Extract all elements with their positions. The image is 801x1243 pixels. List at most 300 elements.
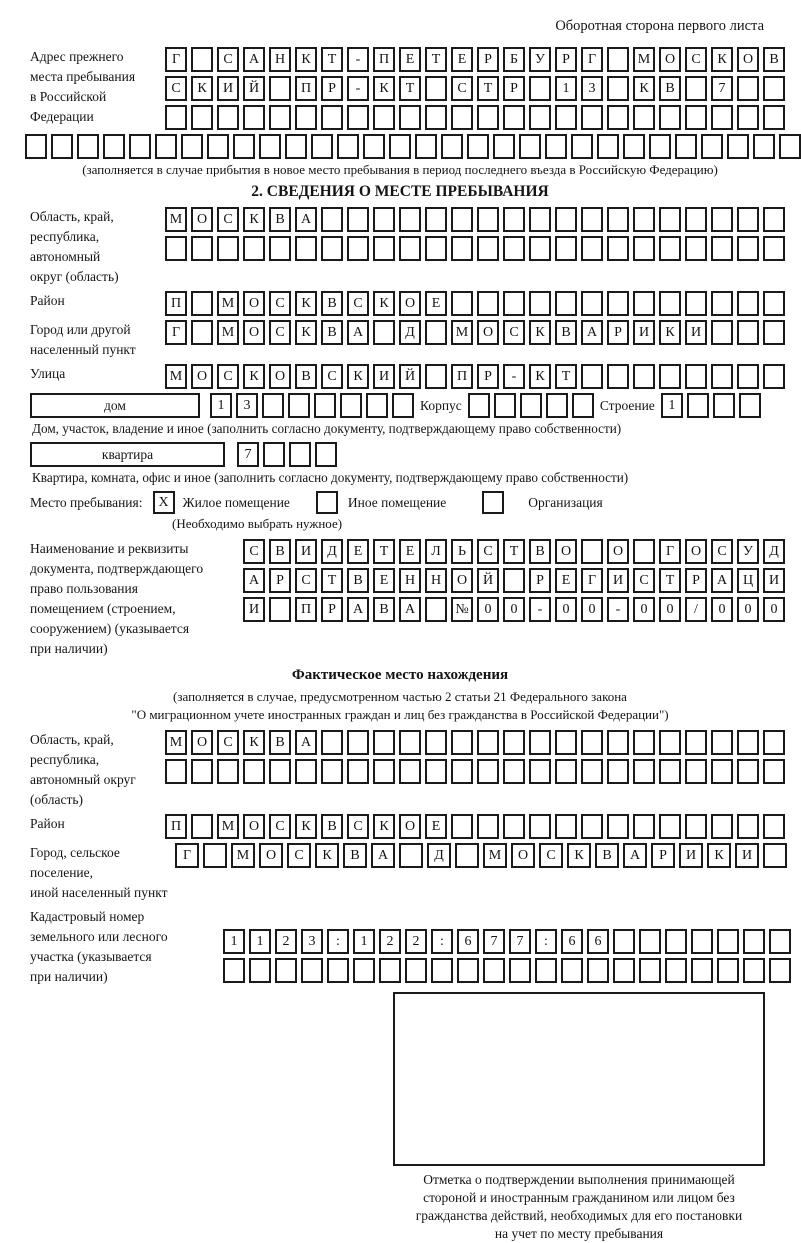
char-cell <box>191 236 213 261</box>
char-cell: М <box>217 320 239 345</box>
char-cell: 6 <box>587 929 609 954</box>
char-cell: В <box>269 730 291 755</box>
char-cell <box>392 393 414 418</box>
char-cell <box>415 134 437 159</box>
char-cell <box>633 759 655 784</box>
district-field <box>30 291 792 316</box>
char-cell <box>545 134 567 159</box>
char-cell <box>425 759 447 784</box>
section2-title: 2. СВЕДЕНИЯ О МЕСТЕ ПРЕБЫВАНИЯ <box>251 183 549 200</box>
char-cell <box>243 236 265 261</box>
char-cell <box>25 134 47 159</box>
field-label-line: право пользования <box>30 581 138 596</box>
char-cell: 3 <box>581 76 603 101</box>
char-cell: Г <box>165 47 187 72</box>
field-label-line: Область, край, <box>30 209 114 224</box>
actual-city-label <box>30 843 175 903</box>
char-cell <box>373 236 395 261</box>
char-cell <box>711 814 733 839</box>
char-cell <box>685 291 707 316</box>
char-cell: О <box>737 47 759 72</box>
char-cell: Т <box>321 47 343 72</box>
apartment-label-box: квартира <box>30 442 225 467</box>
char-cell <box>285 134 307 159</box>
district-label: Район <box>30 293 65 308</box>
char-cell: К <box>347 364 369 389</box>
char-cell: Г <box>165 320 187 345</box>
char-cell: К <box>711 47 733 72</box>
char-cell: А <box>371 843 395 868</box>
char-cell <box>581 759 603 784</box>
char-cell: А <box>295 207 317 232</box>
char-cell <box>269 759 291 784</box>
char-cell: О <box>399 291 421 316</box>
char-cell: С <box>347 814 369 839</box>
char-cell <box>659 207 681 232</box>
char-cell <box>737 759 759 784</box>
char-cell <box>155 134 177 159</box>
cadastre-field <box>30 907 792 987</box>
region-field <box>30 207 792 287</box>
char-cell: Р <box>321 76 343 101</box>
char-cell: К <box>707 843 731 868</box>
char-cell: О <box>191 207 213 232</box>
char-cell <box>607 730 629 755</box>
char-cell <box>347 759 369 784</box>
char-cell <box>607 814 629 839</box>
char-cell <box>763 320 785 345</box>
apartment-cells <box>237 442 337 467</box>
char-cell <box>477 814 499 839</box>
document-row-1 <box>243 539 785 564</box>
char-cell: П <box>165 814 187 839</box>
char-cell <box>607 364 629 389</box>
char-cell <box>503 207 525 232</box>
char-cell: О <box>243 291 265 316</box>
char-cell <box>633 814 655 839</box>
char-cell <box>353 958 375 983</box>
char-cell <box>607 759 629 784</box>
char-cell: К <box>373 76 395 101</box>
char-cell <box>503 105 525 130</box>
stamp-caption-line: стороной и иностранным гражданином или лицом без <box>423 1190 735 1205</box>
char-cell <box>633 730 655 755</box>
char-cell <box>763 364 785 389</box>
char-cell <box>165 105 187 130</box>
char-cell <box>769 929 791 954</box>
char-cell <box>581 539 603 564</box>
prev-address-label <box>30 47 165 127</box>
char-cell: Е <box>425 291 447 316</box>
char-cell: К <box>373 291 395 316</box>
stamp-box <box>393 992 765 1166</box>
field-label-line: Адрес прежнего <box>30 49 124 64</box>
char-cell: 2 <box>379 929 401 954</box>
char-cell <box>607 76 629 101</box>
char-cell: М <box>217 814 239 839</box>
char-cell: В <box>373 597 395 622</box>
char-cell <box>607 291 629 316</box>
char-cell: Н <box>425 568 447 593</box>
char-cell <box>259 134 281 159</box>
char-cell: М <box>231 843 255 868</box>
actual-region-field <box>30 730 792 810</box>
char-cell <box>763 291 785 316</box>
char-cell: О <box>243 320 265 345</box>
char-cell <box>509 958 531 983</box>
char-cell: - <box>529 597 551 622</box>
char-cell <box>399 207 421 232</box>
char-cell <box>520 393 542 418</box>
char-cell: П <box>295 76 317 101</box>
char-cell: И <box>295 539 317 564</box>
char-cell: - <box>347 47 369 72</box>
city-label <box>30 320 165 360</box>
char-cell <box>665 958 687 983</box>
char-cell <box>665 929 687 954</box>
char-cell <box>555 207 577 232</box>
actual-region-row-2 <box>165 759 785 784</box>
char-cell <box>373 105 395 130</box>
char-cell <box>295 236 317 261</box>
char-cell <box>311 134 333 159</box>
char-cell: № <box>451 597 473 622</box>
char-cell <box>451 236 473 261</box>
char-cell <box>519 134 541 159</box>
char-cell <box>711 320 733 345</box>
char-cell <box>425 320 447 345</box>
char-cell <box>366 393 388 418</box>
char-cell: С <box>217 47 239 72</box>
char-cell <box>659 236 681 261</box>
field-label-line: при наличии) <box>30 641 108 656</box>
char-cell <box>763 759 785 784</box>
char-cell: - <box>607 597 629 622</box>
char-cell: К <box>567 843 591 868</box>
char-cell: П <box>295 597 317 622</box>
char-cell <box>363 134 385 159</box>
char-cell: А <box>295 730 317 755</box>
char-cell <box>451 105 473 130</box>
actual-region-label <box>30 730 165 810</box>
actual-city-field <box>30 843 792 903</box>
char-cell: В <box>529 539 551 564</box>
char-cell: Г <box>659 539 681 564</box>
char-cell <box>399 236 421 261</box>
char-cell <box>613 929 635 954</box>
char-cell: С <box>269 814 291 839</box>
char-cell: К <box>529 364 551 389</box>
char-cell <box>295 105 317 130</box>
char-cell <box>529 291 551 316</box>
char-cell: К <box>373 814 395 839</box>
char-cell: Й <box>243 76 265 101</box>
char-cell: В <box>269 539 291 564</box>
char-cell <box>373 730 395 755</box>
char-cell: К <box>295 320 317 345</box>
char-cell <box>321 759 343 784</box>
stamp-caption-line: гражданства действий, необходимых для его постановки <box>415 1208 743 1223</box>
char-cell <box>743 958 765 983</box>
field-label-line: участка (указывается <box>30 949 152 964</box>
char-cell: М <box>165 364 187 389</box>
char-cell <box>249 958 271 983</box>
char-cell: 1 <box>353 929 375 954</box>
char-cell <box>262 393 284 418</box>
char-cell: Р <box>503 76 525 101</box>
char-cell <box>477 105 499 130</box>
char-cell <box>701 134 723 159</box>
char-cell: 7 <box>237 442 259 467</box>
char-cell <box>535 958 557 983</box>
char-cell <box>269 597 291 622</box>
cadastre-row-2 <box>223 958 791 983</box>
char-cell: М <box>483 843 507 868</box>
char-cell: О <box>451 568 473 593</box>
char-cell <box>477 207 499 232</box>
char-cell: И <box>373 364 395 389</box>
char-cell <box>687 393 709 418</box>
char-cell <box>347 207 369 232</box>
char-cell <box>763 730 785 755</box>
char-cell <box>717 958 739 983</box>
field-label-line: Наименование и реквизиты <box>30 541 189 556</box>
char-cell <box>685 364 707 389</box>
char-cell <box>581 207 603 232</box>
char-cell: Е <box>399 539 421 564</box>
char-cell: С <box>243 539 265 564</box>
char-cell <box>737 105 759 130</box>
char-cell: Р <box>651 843 675 868</box>
char-cell <box>425 76 447 101</box>
char-cell <box>555 814 577 839</box>
char-cell: А <box>399 597 421 622</box>
char-cell: Р <box>321 597 343 622</box>
char-cell <box>275 958 297 983</box>
char-cell <box>477 291 499 316</box>
char-cell: В <box>295 364 317 389</box>
char-cell: О <box>477 320 499 345</box>
char-cell <box>301 958 323 983</box>
char-cell <box>315 442 337 467</box>
region-row-2 <box>165 236 785 261</box>
char-cell: К <box>529 320 551 345</box>
char-cell: А <box>347 597 369 622</box>
char-cell: С <box>451 76 473 101</box>
char-cell: Д <box>763 539 785 564</box>
stamp-caption <box>359 1171 799 1243</box>
char-cell <box>425 364 447 389</box>
char-cell: К <box>295 291 317 316</box>
street-field <box>30 364 792 389</box>
char-cell: Г <box>581 47 603 72</box>
char-cell: 0 <box>711 597 733 622</box>
cadastre-label <box>30 907 223 987</box>
char-cell: С <box>711 539 733 564</box>
field-label-line: Федерации <box>30 109 94 124</box>
char-cell <box>691 929 713 954</box>
char-cell: С <box>539 843 563 868</box>
char-cell <box>503 730 525 755</box>
char-cell <box>451 730 473 755</box>
char-cell <box>587 958 609 983</box>
char-cell: Ь <box>451 539 473 564</box>
char-cell <box>711 291 733 316</box>
char-cell <box>399 843 423 868</box>
char-cell <box>379 958 401 983</box>
char-cell: Г <box>581 568 603 593</box>
field-label-line: автономный округ <box>30 772 136 787</box>
char-cell <box>717 929 739 954</box>
char-cell: О <box>685 539 707 564</box>
char-cell <box>659 814 681 839</box>
stroenie-cells <box>661 393 761 418</box>
field-label-line: при наличии) <box>30 969 108 984</box>
char-cell <box>223 958 245 983</box>
char-cell <box>529 76 551 101</box>
char-cell: 1 <box>210 393 232 418</box>
char-cell: 0 <box>555 597 577 622</box>
char-cell: К <box>191 76 213 101</box>
char-cell <box>347 730 369 755</box>
char-cell <box>503 236 525 261</box>
char-cell <box>467 134 489 159</box>
char-cell <box>763 814 785 839</box>
stroenie-label: Строение <box>599 398 655 413</box>
char-cell <box>337 134 359 159</box>
char-cell <box>389 134 411 159</box>
prev-address-row-3 <box>165 105 785 130</box>
char-cell <box>477 730 499 755</box>
char-cell <box>321 105 343 130</box>
char-cell: Е <box>425 814 447 839</box>
prev-address-row-1 <box>165 47 785 72</box>
char-cell <box>529 105 551 130</box>
char-cell: С <box>685 47 707 72</box>
char-cell: Т <box>373 539 395 564</box>
char-cell <box>613 958 635 983</box>
field-label-line: Город или другой <box>30 322 131 337</box>
char-cell <box>581 814 603 839</box>
char-cell: 7 <box>711 76 733 101</box>
char-cell <box>739 393 761 418</box>
char-cell: В <box>555 320 577 345</box>
char-cell: / <box>685 597 707 622</box>
char-cell: Й <box>399 364 421 389</box>
char-cell <box>581 291 603 316</box>
char-cell: 1 <box>661 393 683 418</box>
char-cell: В <box>321 814 343 839</box>
apartment-row <box>30 442 792 467</box>
char-cell <box>425 236 447 261</box>
char-cell <box>529 236 551 261</box>
char-cell: С <box>477 539 499 564</box>
char-cell <box>288 393 310 418</box>
char-cell <box>546 393 568 418</box>
char-cell: А <box>623 843 647 868</box>
char-cell <box>191 47 213 72</box>
char-cell: К <box>633 76 655 101</box>
actual-district-field <box>30 814 792 839</box>
char-cell: Р <box>269 568 291 593</box>
field-label-line: Область, край, <box>30 732 114 747</box>
char-cell <box>425 105 447 130</box>
char-cell <box>685 236 707 261</box>
char-cell: Р <box>607 320 629 345</box>
char-cell: С <box>217 730 239 755</box>
char-cell <box>633 364 655 389</box>
char-cell <box>373 320 395 345</box>
char-cell: О <box>607 539 629 564</box>
char-cell: Р <box>477 47 499 72</box>
char-cell: 0 <box>503 597 525 622</box>
char-cell <box>203 843 227 868</box>
page-header: Оборотная сторона первого листа <box>555 18 764 34</box>
char-cell: В <box>763 47 785 72</box>
char-cell <box>503 568 525 593</box>
char-cell: В <box>343 843 367 868</box>
char-cell <box>779 134 801 159</box>
char-cell <box>321 207 343 232</box>
char-cell <box>191 320 213 345</box>
char-cell: Т <box>659 568 681 593</box>
apartment-note: Квартира, комната, офис и иное (заполнить согласно документу, подтверждающему право собственности) <box>32 470 629 485</box>
char-cell: О <box>511 843 535 868</box>
char-cell: Н <box>399 568 421 593</box>
char-cell <box>425 730 447 755</box>
field-label-line: сооружением) (указывается <box>30 621 190 636</box>
actual-region-row-1 <box>165 730 785 755</box>
organization-checkbox <box>482 491 504 514</box>
char-cell <box>685 814 707 839</box>
char-cell <box>77 134 99 159</box>
char-cell <box>455 843 479 868</box>
char-cell: А <box>243 47 265 72</box>
char-cell <box>347 105 369 130</box>
char-cell <box>659 291 681 316</box>
char-cell <box>477 236 499 261</box>
stay-place-label: Место пребывания: <box>30 494 143 510</box>
char-cell: В <box>321 320 343 345</box>
char-cell: Д <box>399 320 421 345</box>
actual-note-line: (заполняется в случае, предусмотренном частью 2 статьи 21 Федерального закона <box>173 689 627 704</box>
char-cell: 1 <box>223 929 245 954</box>
char-cell: Д <box>427 843 451 868</box>
char-cell <box>685 759 707 784</box>
char-cell: С <box>269 291 291 316</box>
housing-option-label: Жилое помещение <box>182 494 290 510</box>
char-cell <box>711 105 733 130</box>
char-cell <box>737 730 759 755</box>
char-cell <box>649 134 671 159</box>
char-cell: О <box>399 814 421 839</box>
prev-address-row-4 <box>25 134 792 159</box>
char-cell <box>529 207 551 232</box>
document-row-3 <box>243 597 785 622</box>
char-cell <box>555 105 577 130</box>
char-cell <box>483 958 505 983</box>
housing-checkbox: X <box>153 491 175 514</box>
char-cell <box>399 105 421 130</box>
char-cell: 6 <box>561 929 583 954</box>
char-cell: М <box>165 207 187 232</box>
char-cell: 0 <box>763 597 785 622</box>
char-cell: О <box>555 539 577 564</box>
char-cell: Е <box>373 568 395 593</box>
char-cell <box>347 236 369 261</box>
char-cell: К <box>243 364 265 389</box>
char-cell <box>399 730 421 755</box>
